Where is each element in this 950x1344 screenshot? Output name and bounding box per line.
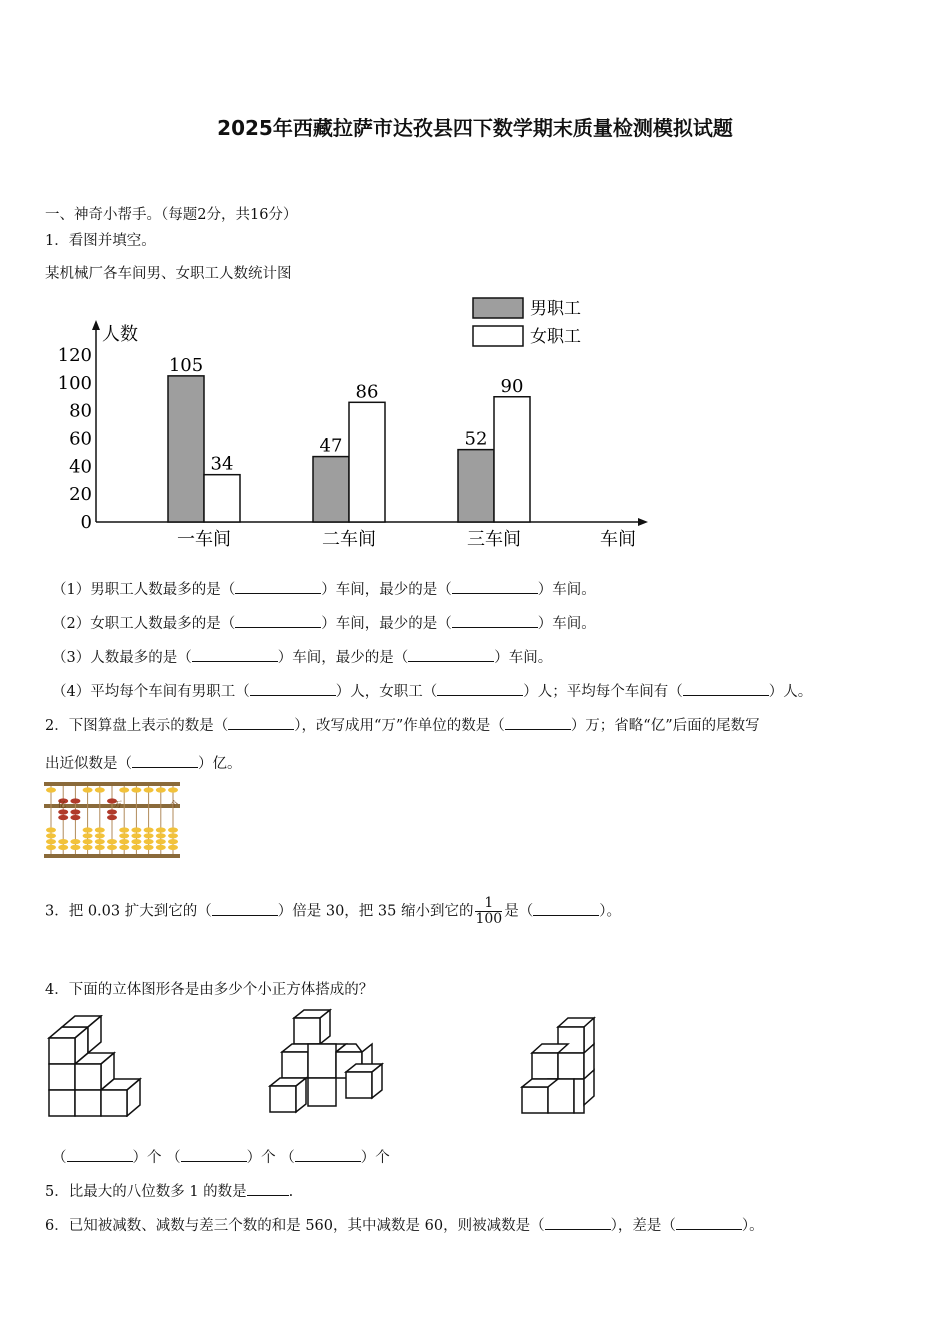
legend-male-label: 男职工 [530,299,581,319]
answer-blank[interactable] [192,649,278,662]
cube-figure-2 [266,1008,390,1118]
q1-sub3: （3）人数最多的是（ ）车间，最少的是（ ）车间。 [52,650,553,666]
answer-blank[interactable] [676,1217,742,1230]
bar-female [494,397,530,522]
y-tick-label: 60 [69,428,92,450]
section-heading: 一、神奇小帮手。（每题2分，共16分） [45,207,298,223]
answer-blank[interactable] [545,1217,611,1230]
bar-female [204,475,240,522]
y-tick-label: 120 [57,345,92,366]
legend-female-swatch [473,326,523,346]
cube-figure-1 [44,1015,154,1117]
q1-sub4: （4）平均每个车间有男职工（ ）人，女职工（ ）人；平均每个车间有（ ）人。 [52,684,813,700]
answer-blank[interactable] [505,717,571,730]
page-title: 2025年西藏拉萨市达孜县四下数学期末质量检测模拟试题 [217,116,733,140]
fraction-one-hundredth: $\frac{1}{100}$ [475,895,503,927]
y-axis-arrow [92,320,100,330]
chart-caption: 某机械厂各车间男、女职工人数统计图 [45,266,292,282]
answer-blank[interactable] [683,683,769,696]
x-category-label: 一车间 [177,529,231,550]
legend-male-swatch [473,298,523,318]
bar-value-label: 90 [500,375,524,397]
answer-blank[interactable] [437,683,523,696]
question-3: 3．把 0.03 扩大到它的（ ）倍是 30，把 35 缩小到它的 $\frac{1}{100}$ 是（ ）。 [45,895,621,927]
question-6: 6．已知被减数、减数与差三个数的和是 560，其中减数是 60，则被减数是（ ），差是（ ）。 [45,1218,764,1234]
answer-blank[interactable] [228,717,294,730]
question-5: 5．比最大的八位数多 1 的数是 . [45,1184,294,1200]
question-1-stem: 1．看图并填空。 [45,233,156,249]
answer-blank[interactable] [235,615,321,628]
answer-blank[interactable] [452,615,538,628]
abacus-image [44,782,180,858]
bar-value-label: 47 [319,435,343,457]
answer-blank[interactable] [212,903,278,916]
bar-female [349,402,385,522]
abacus-label-wan: 万 [114,800,122,809]
q1-sub2: （2）女职工人数最多的是（ ）车间，最少的是（ ）车间。 [52,616,596,632]
answer-blank[interactable] [67,1149,133,1162]
question-4-answers: （ ）个 （ ）个 （ ）个 [52,1150,390,1166]
y-axis-label: 人数 [102,324,138,345]
y-tick-label: 80 [69,400,92,422]
bar-value-label: 86 [355,381,379,403]
question-2-line2: 出近似数是（ ）亿。 [45,756,242,772]
x-axis-arrow [638,518,648,526]
bar-male [458,450,494,522]
answer-blank[interactable] [181,1149,247,1162]
y-tick-label: 40 [69,456,92,478]
question-2-line1: 2．下图算盘上表示的数是（ ），改写成用“万”作单位的数是（ ）万；省略“亿”后面的尾数写 [45,718,760,734]
y-tick-label: 0 [80,512,92,533]
answer-blank[interactable] [452,581,538,594]
x-category-label: 三车间 [467,529,521,550]
answer-blank[interactable] [247,1183,289,1196]
chart-legend [473,298,581,347]
abacus-label-ge: 个 [170,800,178,809]
y-tick-label: 20 [69,484,92,506]
legend-female-label: 女职工 [530,327,581,347]
answer-blank[interactable] [235,581,321,594]
answer-blank[interactable] [295,1149,361,1162]
bar-value-label: 105 [168,354,204,376]
answer-blank[interactable] [533,903,599,916]
q1-sub1: （1）男职工人数最多的是（ ）车间，最少的是（ ）车间。 [52,582,596,598]
question-4-stem: 4．下面的立体图形各是由多少个小正方体搭成的？ [45,982,374,998]
answer-blank[interactable] [132,755,198,768]
bar-chart [40,290,660,555]
bar-male [313,457,349,522]
abacus-label-yi: 亿 [58,800,66,809]
bar-value-label: 52 [464,428,488,450]
x-category-label: 二车间 [322,529,376,550]
x-axis-label: 车间 [600,529,636,550]
cube-figure-3 [518,1015,602,1117]
bar-value-label: 34 [210,453,234,475]
y-tick-label: 100 [57,372,92,394]
answer-blank[interactable] [250,683,336,696]
answer-blank[interactable] [408,649,494,662]
bar-male [168,376,204,522]
